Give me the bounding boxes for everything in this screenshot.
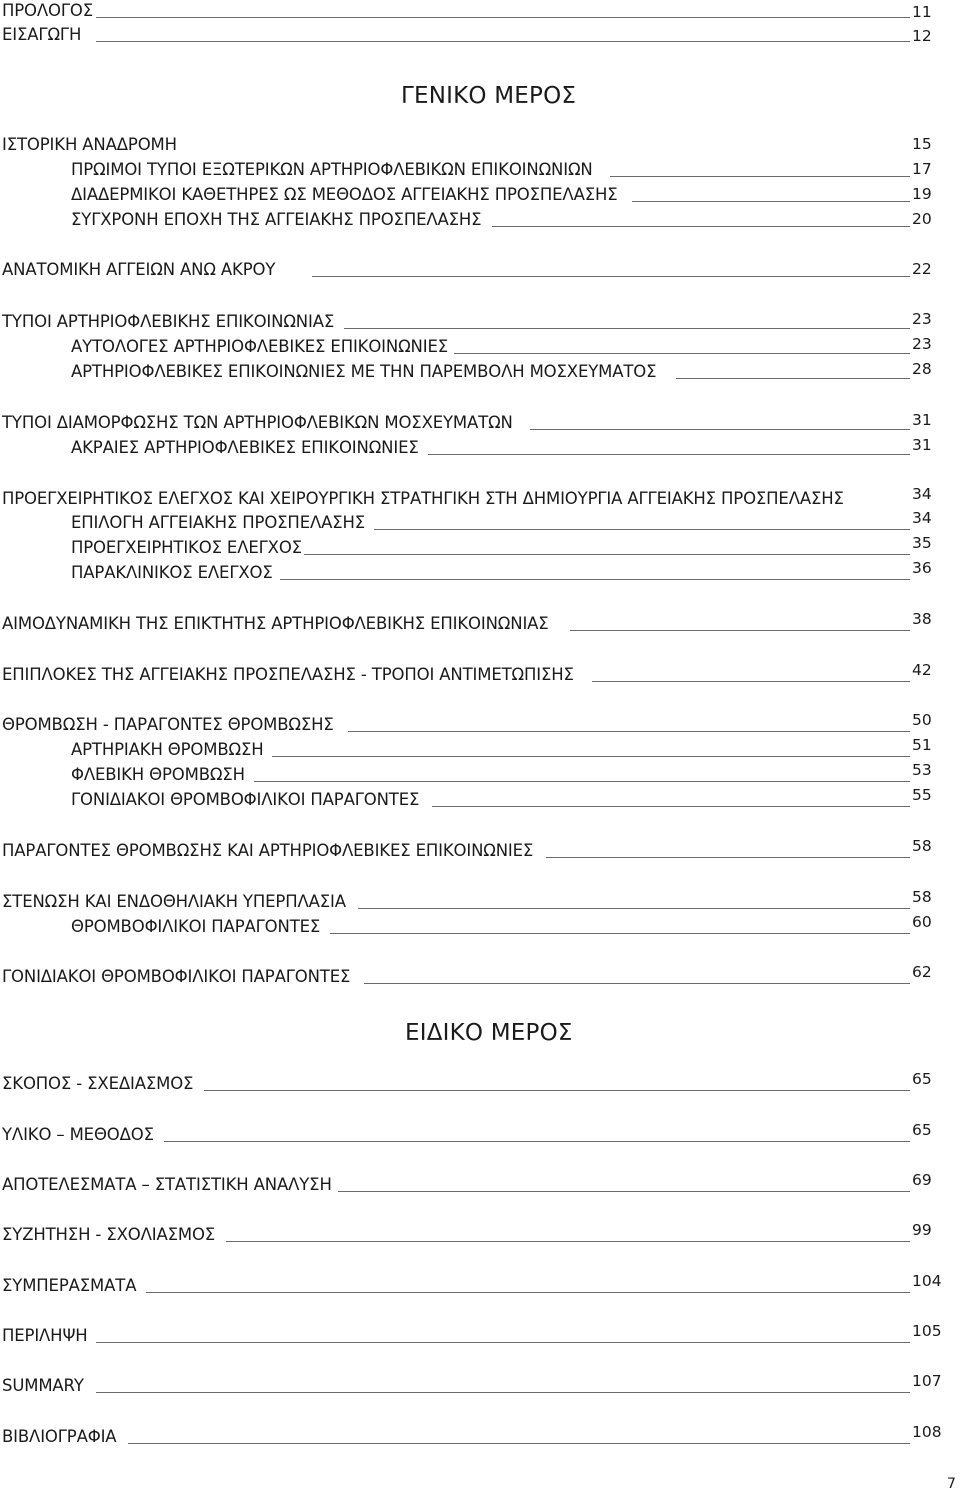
leader-line <box>632 201 910 202</box>
toc-entry <box>0 336 960 358</box>
toc-entry-page: 65 <box>912 1121 932 1139</box>
leader-line <box>338 1191 910 1192</box>
toc-entry-title: ΠΡΟΕΓΧΕΙΡΗΤΙΚΟΣ ΕΛΕΓΧΟΣ ΚΑΙ ΧΕΙΡΟΥΡΓΙΚΗ ΣΤΡΑΤΗΓΙΚΗ ΣΤΗ ΔΗΜΙΟΥΡΓΙΑ ΑΓΓΕΙΑΚΗΣ ΠΡΟΣΠΕΛΑΣΗΣ <box>2 489 844 508</box>
toc-entry-title: ΦΛΕΒΙΚΗ ΘΡΟΜΒΩΣΗ <box>71 765 245 784</box>
leader-line <box>96 17 910 18</box>
leader-line <box>428 454 910 455</box>
toc-entry-page: 34 <box>912 485 932 503</box>
toc-entry-title: ΕΠΙΠΛΟΚΕΣ ΤΗΣ ΑΓΓΕΙΑΚΗΣ ΠΡΟΣΠΕΛΑΣΗΣ - ΤΡΟΠΟΙ ΑΝΤΙΜΕΤΩΠΙΣΗΣ <box>2 665 574 684</box>
leader-line <box>254 781 910 782</box>
toc-entry-title: ΙΣΤΟΡΙΚΗ ΑΝΑΔΡΟΜΗ <box>2 135 177 154</box>
toc-entry <box>0 412 960 434</box>
toc-entry-page: 69 <box>912 1171 932 1189</box>
toc-entry-page: 50 <box>912 711 932 729</box>
toc-entry <box>0 259 960 281</box>
page-number: 7 <box>947 1476 956 1492</box>
toc-entry <box>0 610 960 635</box>
leader-line <box>96 1342 910 1343</box>
toc-entry <box>0 661 960 686</box>
toc-entry-page: 31 <box>912 411 932 429</box>
toc-entry-title: ΘΡΟΜΒΩΣΗ - ΠΑΡΑΓΟΝΤΕΣ ΘΡΟΜΒΩΣΗΣ <box>2 715 334 734</box>
toc-entry-title: ΠΡΟΛΟΓΟΣ <box>2 1 94 20</box>
leader-line <box>546 857 910 858</box>
toc-entry-page: 107 <box>912 1372 942 1390</box>
toc-entry <box>0 1372 960 1397</box>
toc-entry <box>0 1121 960 1146</box>
leader-line <box>344 328 910 329</box>
toc-entry-page: 42 <box>912 661 932 679</box>
toc-entry-title: ΘΡΟΜΒΟΦΙΛΙΚΟΙ ΠΑΡΑΓΟΝΤΕΣ <box>71 917 321 936</box>
toc-entry-title: ΠΑΡΑΓΟΝΤΕΣ ΘΡΟΜΒΩΣΗΣ ΚΑΙ ΑΡΤΗΡΙΟΦΛΕΒΙΚΕΣ ΕΠΙΚΟΙΝΩΝΙΕΣ <box>2 841 534 860</box>
toc-entry-page: 51 <box>912 736 932 754</box>
toc-entry <box>0 509 960 534</box>
toc-entry <box>0 1070 960 1095</box>
leader-line <box>330 933 910 934</box>
toc-entry-page: 11 <box>912 3 932 21</box>
toc-entry-title: ΠΕΡΙΛΗΨΗ <box>2 1326 88 1345</box>
toc-entry-title: ΣΤΕΝΩΣΗ ΚΑΙ ΕΝΔΟΘΗΛΙΑΚΗ ΥΠΕΡΠΛΑΣΙΑ <box>2 892 346 911</box>
toc-entry-title: ΓΟΝΙΔΙΑΚΟΙ ΘΡΟΜΒΟΦΙΛΙΚΟΙ ΠΑΡΑΓΟΝΤΕΣ <box>2 967 351 986</box>
leader-line <box>432 806 910 807</box>
toc-entry <box>0 711 960 736</box>
leader-line <box>492 226 910 227</box>
leader-line <box>204 1090 910 1091</box>
section-heading-general: ΓΕΝΙΚΟ ΜΕΡΟΣ <box>401 83 577 109</box>
toc-entry-title: ΑΙΜΟΔΥΝΑΜΙΚΗ ΤΗΣ ΕΠΙΚΤΗΤΗΣ ΑΡΤΗΡΙΟΦΛΕΒΙΚΗΣ ΕΠΙΚΟΙΝΩΝΙΑΣ <box>2 614 549 633</box>
toc-entry <box>0 1272 960 1297</box>
toc-entry-title: ΕΙΣΑΓΩΓΗ <box>2 25 82 44</box>
toc-entry <box>0 209 960 231</box>
toc-entry-title: ΑΠΟΤΕΛΕΣΜΑΤΑ – ΣΤΑΤΙΣΤΙΚΗ ΑΝΑΛΥΣΗ <box>2 1175 332 1194</box>
toc-entry-page: 35 <box>912 534 932 552</box>
leader-line <box>610 176 910 177</box>
toc-entry-page: 15 <box>912 135 932 153</box>
toc-entry-title: SUMMARY <box>2 1376 84 1395</box>
toc-entry <box>0 888 960 913</box>
leader-line <box>164 1141 910 1142</box>
toc-entry <box>0 837 960 862</box>
toc-entry-title: ΠΑΡΑΚΛΙΝΙΚΟΣ ΕΛΕΓΧΟΣ <box>71 563 273 582</box>
leader-line <box>454 353 910 354</box>
toc-entry-title: ΤΥΠΟΙ ΔΙΑΜΟΡΦΩΣΗΣ ΤΩΝ ΑΡΤΗΡΙΟΦΛΕΒΙΚΩΝ ΜΟΣΧΕΥΜΑΤΩΝ <box>2 413 513 432</box>
leader-line <box>146 1292 910 1293</box>
leader-line <box>530 429 910 430</box>
toc-entry <box>0 1171 960 1196</box>
toc-entry-title: ΑΥΤΟΛΟΓΕΣ ΑΡΤΗΡΙΟΦΛΕΒΙΚΕΣ ΕΠΙΚΟΙΝΩΝΙΕΣ <box>71 337 449 356</box>
toc-entry <box>0 24 960 46</box>
leader-line <box>570 630 910 631</box>
leader-line <box>348 731 910 732</box>
toc-entry-page: 28 <box>912 360 932 378</box>
toc-entry <box>0 786 960 811</box>
toc-entry-page: 105 <box>912 1322 942 1340</box>
leader-line <box>128 1443 910 1444</box>
toc-entry-page: 99 <box>912 1221 932 1239</box>
toc-entry-page: 58 <box>912 888 932 906</box>
toc-entry-page: 60 <box>912 913 932 931</box>
toc-entry-title: ΣΥΓΧΡΟΝΗ ΕΠΟΧΗ ΤΗΣ ΑΓΓΕΙΑΚΗΣ ΠΡΟΣΠΕΛΑΣΗΣ <box>71 210 482 229</box>
leader-line <box>312 276 910 277</box>
toc-entry-title: ΕΠΙΛΟΓΗ ΑΓΓΕΙΑΚΗΣ ΠΡΟΣΠΕΛΑΣΗΣ <box>71 513 366 532</box>
toc-entry-page: 23 <box>912 335 932 353</box>
toc-entry <box>0 159 960 181</box>
leader-line <box>374 529 910 530</box>
toc-entry <box>0 485 960 510</box>
leader-line <box>96 1392 910 1393</box>
toc-entry-page: 108 <box>912 1423 942 1441</box>
leader-line <box>358 908 910 909</box>
toc-entry-page: 22 <box>912 260 932 278</box>
toc-entry-page: 38 <box>912 610 932 628</box>
toc-entry-page: 23 <box>912 310 932 328</box>
toc-entry-title: ΒΙΒΛΙΟΓΡΑΦΙΑ <box>2 1427 117 1446</box>
toc-entry-page: 12 <box>912 27 932 45</box>
toc-entry-title: ΣΥΜΠΕΡΑΣΜΑΤΑ <box>2 1276 137 1295</box>
toc-entry-page: 55 <box>912 786 932 804</box>
toc-entry-title: ΥΛΙΚΟ – ΜΕΘΟΔΟΣ <box>2 1125 154 1144</box>
leader-line <box>676 378 910 379</box>
toc-entry <box>0 559 960 584</box>
leader-line <box>364 983 910 984</box>
toc-entry-page: 17 <box>912 160 932 178</box>
leader-line <box>96 41 910 42</box>
toc-entry <box>0 1322 960 1347</box>
toc-entry <box>0 736 960 761</box>
toc-entry-title: ΠΡΟΕΓΧΕΙΡΗΤΙΚΟΣ ΕΛΕΓΧΟΣ <box>71 538 302 557</box>
toc-entry-title: ΔΙΑΔΕΡΜΙΚΟΙ ΚΑΘΕΤΗΡΕΣ ΩΣ ΜΕΘΟΔΟΣ ΑΓΓΕΙΑΚΗΣ ΠΡΟΣΠΕΛΑΣΗΣ <box>71 185 618 204</box>
toc-entry-page: 36 <box>912 559 932 577</box>
toc-entry <box>0 361 960 383</box>
leader-line <box>226 1241 910 1242</box>
toc-entry-title: ΑΚΡΑΙΕΣ ΑΡΤΗΡΙΟΦΛΕΒΙΚΕΣ ΕΠΙΚΟΙΝΩΝΙΕΣ <box>71 438 419 457</box>
toc-entry-page: 104 <box>912 1272 942 1290</box>
toc-entry <box>0 0 960 22</box>
toc-entry-page: 34 <box>912 509 932 527</box>
toc-entry <box>0 534 960 559</box>
toc-entry-title: ΣΚΟΠΟΣ - ΣΧΕΔΙΑΣΜΟΣ <box>2 1074 194 1093</box>
toc-entry-title: ΣΥΖΗΤΗΣΗ - ΣΧΟΛΙΑΣΜΟΣ <box>2 1225 216 1244</box>
toc-entry-page: 62 <box>912 963 932 981</box>
toc-entry <box>0 1221 960 1246</box>
toc-entry <box>0 1423 960 1448</box>
toc-entry-page: 19 <box>912 185 932 203</box>
leader-line <box>272 756 910 757</box>
toc-entry <box>0 134 960 156</box>
toc-entry-title: ΓΟΝΙΔΙΑΚΟΙ ΘΡΟΜΒΟΦΙΛΙΚΟΙ ΠΑΡΑΓΟΝΤΕΣ <box>71 790 420 809</box>
toc-entry <box>0 184 960 206</box>
toc-entry-page: 53 <box>912 761 932 779</box>
section-heading-special: ΕΙΔΙΚΟ ΜΕΡΟΣ <box>405 1020 573 1046</box>
toc-entry-page: 58 <box>912 837 932 855</box>
toc-entry-title: ΑΝΑΤΟΜΙΚΗ ΑΓΓΕΙΩΝ ΑΝΩ ΑΚΡΟΥ <box>2 260 276 279</box>
toc-entry-title: ΤΥΠΟΙ ΑΡΤΗΡΙΟΦΛΕΒΙΚΗΣ ΕΠΙΚΟΙΝΩΝΙΑΣ <box>2 312 335 331</box>
toc-entry <box>0 311 960 333</box>
toc-entry-page: 65 <box>912 1070 932 1088</box>
toc-entry-page: 31 <box>912 436 932 454</box>
toc-entry <box>0 761 960 786</box>
toc-entry-title: ΑΡΤΗΡΙΟΦΛΕΒΙΚΕΣ ΕΠΙΚΟΙΝΩΝΙΕΣ ΜΕ ΤΗΝ ΠΑΡΕΜΒΟΛΗ ΜΟΣΧΕΥΜΑΤΟΣ <box>71 362 657 381</box>
toc-entry-title: ΑΡΤΗΡΙΑΚΗ ΘΡΟΜΒΩΣΗ <box>71 740 264 759</box>
toc-entry <box>0 437 960 459</box>
leader-line <box>280 579 910 580</box>
toc-entry-page: 20 <box>912 210 932 228</box>
toc-entry <box>0 913 960 938</box>
leader-line <box>592 681 910 682</box>
toc-entry <box>0 963 960 988</box>
toc-entry-title: ΠΡΩΙΜΟΙ ΤΥΠΟΙ ΕΞΩΤΕΡΙΚΩΝ ΑΡΤΗΡΙΟΦΛΕΒΙΚΩΝ ΕΠΙΚΟΙΝΩΝΙΩΝ <box>71 160 593 179</box>
leader-line <box>302 554 910 555</box>
